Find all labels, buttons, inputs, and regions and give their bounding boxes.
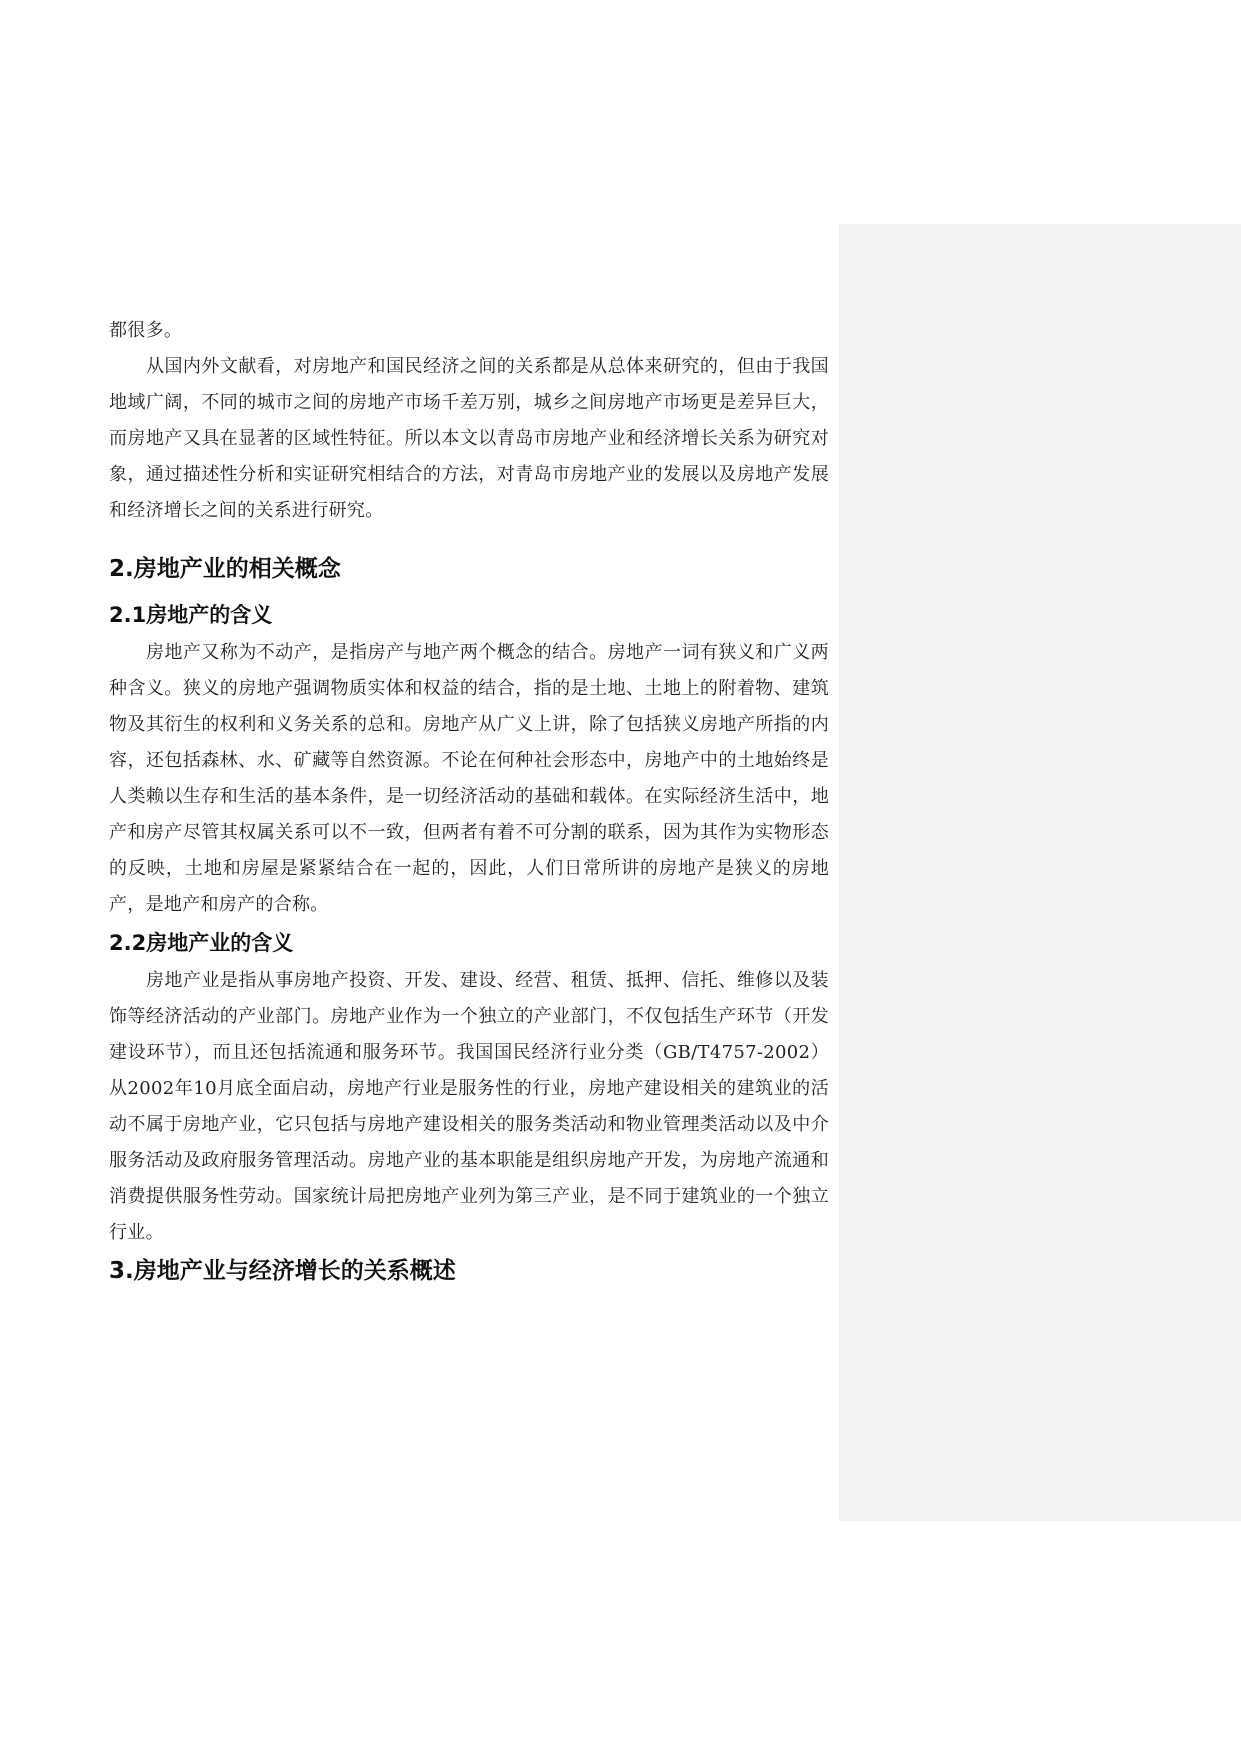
comment-margin-pane xyxy=(839,224,1241,1521)
section-heading-3: 3.房地产业与经济增长的关系概述 xyxy=(109,1258,456,1284)
subsection-heading-2-1: 2.1房地产的含义 xyxy=(109,603,273,627)
paragraph-real-estate-industry-definition: 房地产业是指从事房地产投资、开发、建设、经营、租赁、抵押、信托、维修以及装饰等经济活动的产业部门。房地产业作为一个独立的产业部门，不仅包括生产环节（开发建设环节），而且还包括流通和服务环节。我国国民经济行业分类（GB/T4757-2002）从2002年10月底全面启动，房地产行业是服务性的行业，房地产建设相关的建筑业的活动不属于房地产业，它只包括与房地产建设相关的服务类活动和物业管理类活动以及中介服务活动及政府服务管理活动。房地产业的基本职能是组织房地产开发，为房地产流通和消费提供服务性劳动。国家统计局把房地产业列为第三产业，是不同于建筑业的一个独立行业。 xyxy=(109,970,829,1243)
section-heading-2: 2.房地产业的相关概念 xyxy=(109,556,341,582)
paragraph-real-estate-definition: 房地产又称为不动产，是指房产与地产两个概念的结合。房地产一词有狭义和广义两种含义。狭义的房地产强调物质实体和权益的结合，指的是土地、土地上的附着物、建筑物及其衍生的权利和义务关系的总和。房地产从广义上讲，除了包括狭义房地产所指的内容，还包括森林、水、矿藏等自然资源。不论在何种社会形态中，房地产中的土地始终是人类赖以生存和生活的基本条件，是一切经济活动的基础和载体。在实际经济生活中，地产和房产尽管其权属关系可以不一致，但两者有着不可分割的联系，因为其作为实物形态的反映，土地和房屋是紧紧结合在一起的，因此，人们日常所讲的房地产是狭义的房地产，是地产和房产的合称。 xyxy=(109,642,829,915)
document-body xyxy=(109,313,829,1291)
paragraph-literature-review: 从国内外文献看，对房地产和国民经济之间的关系都是从总体来研究的，但由于我国地域广阔，不同的城市之间的房地产市场千差万别，城乡之间房地产市场更是差异巨大，而房地产又具在显著的区域性特征。所以本文以青岛市房地产业和经济增长关系为研究对象，通过描述性分析和实证研究相结合的方法，对青岛市房地产业的发展以及房地产发展和经济增长之间的关系进行研究。 xyxy=(109,356,829,521)
paragraph-continuation: 都很多。 xyxy=(109,320,183,341)
subsection-heading-2-2: 2.2房地产业的含义 xyxy=(109,931,294,955)
